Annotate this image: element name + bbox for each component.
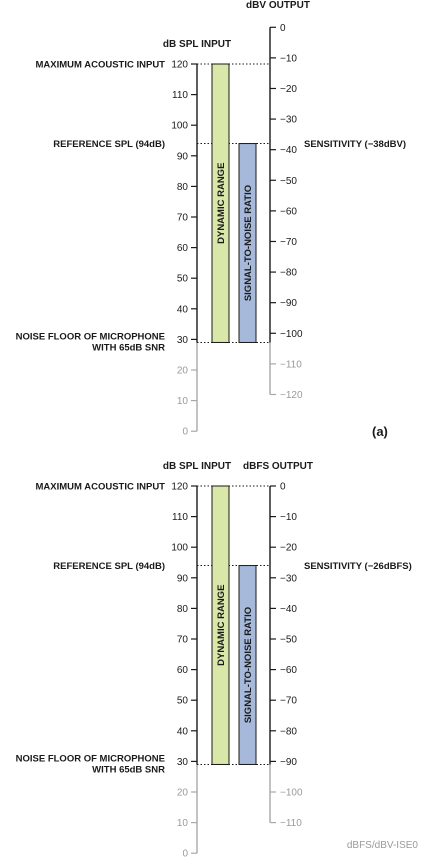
left-tick-label: 100 bbox=[171, 542, 188, 554]
right-tick-label: −60 bbox=[280, 665, 297, 677]
left-tick-label: 70 bbox=[176, 212, 188, 224]
max-acoustic-input-label: MAXIMUM ACOUSTIC INPUT bbox=[35, 59, 165, 71]
right-tick-label: −90 bbox=[280, 756, 297, 768]
right-tick-label: −50 bbox=[280, 634, 297, 646]
right-tick-label: −110 bbox=[280, 818, 302, 830]
left-tick-label: 60 bbox=[176, 243, 188, 255]
panel-digital-dbfs bbox=[16, 461, 412, 860]
noise-floor-label-line1: NOISE FLOOR OF MICROPHONE bbox=[15, 331, 165, 343]
left-tick-label: 120 bbox=[171, 59, 188, 71]
right-tick-label: 0 bbox=[280, 481, 286, 493]
panel-analog-dbv bbox=[16, 0, 406, 439]
left-tick-label: 80 bbox=[176, 181, 188, 193]
right-tick-label: −120 bbox=[280, 389, 303, 401]
left-tick-label: 110 bbox=[172, 512, 188, 524]
left-tick-label: 40 bbox=[176, 726, 188, 738]
left-tick-label: 110 bbox=[172, 90, 188, 102]
right-tick-label: −20 bbox=[280, 542, 297, 554]
left-tick-label: 0 bbox=[182, 848, 188, 860]
right-tick-label: −40 bbox=[280, 145, 297, 157]
left-tick-label: 90 bbox=[176, 573, 188, 585]
right-tick-label: −70 bbox=[280, 236, 297, 248]
right-tick-label: −50 bbox=[280, 175, 297, 187]
noise-floor-label-line1: NOISE FLOOR OF MICROPHONE bbox=[15, 753, 165, 765]
panel-tag: (a) bbox=[372, 424, 388, 439]
dynamic-range-label: DYNAMIC RANGE bbox=[216, 584, 227, 666]
left-tick-label: 50 bbox=[176, 695, 188, 707]
snr-label: SIGNAL-TO-NOISE RATIO bbox=[243, 184, 254, 302]
left-tick-label: 10 bbox=[176, 818, 188, 830]
left-tick-label: 60 bbox=[176, 665, 188, 677]
right-tick-label: −70 bbox=[280, 695, 297, 707]
noise-floor-label-line2: WITH 65dB SNR bbox=[92, 764, 165, 776]
right-tick-label: −10 bbox=[280, 53, 297, 65]
left-tick-label: 120 bbox=[171, 481, 188, 493]
right-tick-label: −30 bbox=[280, 573, 297, 585]
right-tick-label: −20 bbox=[280, 83, 297, 95]
left-tick-label: 20 bbox=[176, 365, 188, 377]
right-tick-label: −100 bbox=[280, 328, 303, 340]
left-axis-title: dB SPL INPUT bbox=[162, 461, 232, 472]
right-tick-label: −10 bbox=[280, 512, 297, 524]
right-axis-title: dBFS OUTPUT bbox=[243, 461, 313, 472]
left-tick-label: 30 bbox=[176, 334, 188, 346]
right-tick-label: −40 bbox=[280, 603, 297, 615]
left-tick-label: 100 bbox=[171, 120, 188, 132]
right-tick-label: −110 bbox=[280, 359, 302, 371]
sensitivity-label: SENSITIVITY (−38dBV) bbox=[304, 139, 406, 151]
right-tick-label: −60 bbox=[280, 206, 297, 218]
left-tick-label: 80 bbox=[176, 603, 188, 615]
snr-label: SIGNAL-TO-NOISE RATIO bbox=[243, 606, 254, 724]
right-tick-label: −90 bbox=[280, 298, 297, 310]
figure-code: dBFS/dBV-ISE0 bbox=[346, 840, 418, 851]
right-tick-label: −80 bbox=[280, 267, 297, 279]
right-axis-title: dBV OUTPUT bbox=[246, 0, 310, 11]
noise-floor-label-line2: WITH 65dB SNR bbox=[92, 342, 165, 354]
right-tick-label: −30 bbox=[280, 114, 297, 126]
left-axis-title: dB SPL INPUT bbox=[162, 39, 232, 50]
left-tick-label: 0 bbox=[182, 426, 188, 438]
left-tick-label: 70 bbox=[176, 634, 188, 646]
left-tick-label: 40 bbox=[176, 304, 188, 316]
right-tick-label: 0 bbox=[280, 22, 286, 34]
left-tick-label: 10 bbox=[176, 396, 188, 408]
left-tick-label: 90 bbox=[176, 151, 188, 163]
left-tick-label: 50 bbox=[176, 273, 188, 285]
dynamic-range-label: DYNAMIC RANGE bbox=[216, 162, 227, 244]
right-tick-label: −80 bbox=[280, 726, 297, 738]
left-tick-label: 30 bbox=[176, 756, 188, 768]
max-acoustic-input-label: MAXIMUM ACOUSTIC INPUT bbox=[35, 481, 165, 493]
left-tick-label: 20 bbox=[176, 787, 188, 799]
reference-spl-label: REFERENCE SPL (94dB) bbox=[53, 139, 165, 151]
reference-spl-label: REFERENCE SPL (94dB) bbox=[53, 561, 165, 573]
sensitivity-label: SENSITIVITY (−26dBFS) bbox=[304, 561, 412, 573]
right-tick-label: −100 bbox=[280, 787, 303, 799]
